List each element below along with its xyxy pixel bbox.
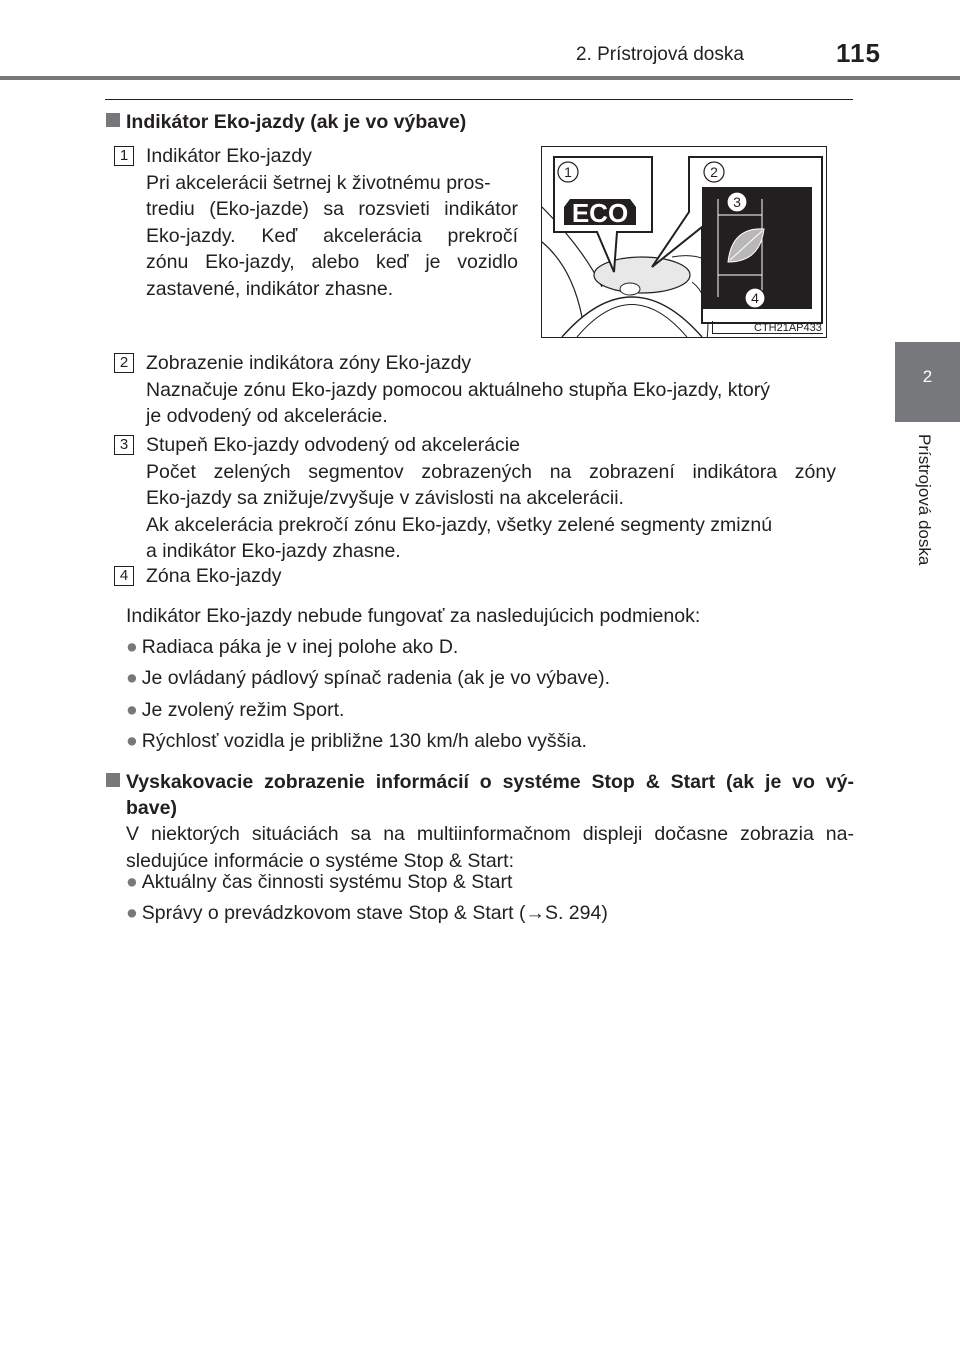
heading-square-icon xyxy=(106,773,120,787)
item-number-1: 1 xyxy=(114,146,134,166)
stop-start-item xyxy=(126,900,608,926)
condition-item xyxy=(126,665,610,691)
stop-start-text: Správy o prevádzkovom stave Stop & Start (→S. 294) xyxy=(141,902,608,924)
section-rule xyxy=(105,99,853,100)
eco-badge-text: ECO xyxy=(571,198,629,228)
section-2-heading-text: Vyskakovacie zobrazenie informácií o systéme Stop & Start (ak je vo vý- xyxy=(126,771,854,793)
item-3-line: a indikátor Eko-jazdy zhasne. xyxy=(146,540,401,562)
item-number-2: 2 xyxy=(114,353,134,373)
page-number: 115 xyxy=(836,38,881,68)
figure-illustration xyxy=(542,147,827,338)
item-1-line: trediu (Eko-jazde) sa rozsvieti indikátor xyxy=(146,198,518,220)
callout-number-4: 4 xyxy=(751,290,759,306)
stop-start-text: Aktuálny čas činnosti systému Stop & Start xyxy=(141,871,513,893)
item-2-line: je odvodený od akcelerácie. xyxy=(146,405,388,427)
item-1-line: Eko-jazdy. Keď akcelerácia prekročí xyxy=(146,224,518,247)
bullet-icon: ● xyxy=(126,699,138,721)
bullet-icon: ● xyxy=(126,636,138,658)
condition-item xyxy=(126,634,458,660)
item-3-line: Počet zelených segmentov zobrazených na zobrazení indikátora zóny xyxy=(146,460,836,483)
stop-start-item xyxy=(126,869,512,895)
conditions-intro: Indikátor Eko-jazdy nebude fungovať za nasledujúcich podmienok: xyxy=(126,605,701,627)
section-heading-eco xyxy=(106,109,466,135)
bullet-icon: ● xyxy=(126,730,138,752)
side-tab-label: Prístrojová doska xyxy=(915,434,934,566)
item-2-title: Zobrazenie indikátora zóny Eko-jazdy xyxy=(146,352,472,374)
section-heading-stop-start xyxy=(106,769,854,821)
bullet-icon: ● xyxy=(126,667,138,689)
item-2-text xyxy=(146,350,836,430)
callout-number-3: 3 xyxy=(733,194,741,210)
section-2-para-line: V niektorých situáciách sa na multiinformačnom displeji dočasne zobrazia na- xyxy=(126,823,854,845)
figure-code: CTH21AP433 xyxy=(754,322,822,334)
condition-item xyxy=(126,697,344,723)
item-1-line: zastavené, indikátor zhasne. xyxy=(146,277,394,300)
item-3-text xyxy=(146,432,836,565)
section-2-para-line: sledujúce informácie o systéme Stop & Start: xyxy=(126,849,515,872)
item-1-text xyxy=(146,143,518,302)
item-4-text xyxy=(146,563,836,590)
section-2-paragraph xyxy=(126,821,854,874)
condition-text: Je zvolený režim Sport. xyxy=(141,699,345,721)
heading-square-icon xyxy=(106,113,120,127)
condition-text: Je ovládaný pádlový spínač radenia (ak je vo výbave). xyxy=(141,667,611,689)
section-heading-text: Indikátor Eko-jazdy (ak je vo výbave) xyxy=(126,111,467,133)
callout-number-2: 2 xyxy=(710,164,718,180)
section-2-heading-line: bave) xyxy=(126,797,177,819)
bullet-icon: ● xyxy=(126,871,138,893)
item-1-line: zónu Eko-jazdy, alebo keď je vozidlo xyxy=(146,251,518,273)
item-3-line: Eko-jazdy sa znižuje/zvyšuje v závislosti na akcelerácii. xyxy=(146,487,624,509)
condition-text: Rýchlosť vozidla je približne 130 km/h alebo vyššia. xyxy=(141,730,587,752)
item-1-line: Pri akcelerácii šetrnej k životnému pros- xyxy=(146,171,491,194)
callout-number-1: 1 xyxy=(564,164,572,180)
section-2-heading-line xyxy=(106,769,854,795)
chapter-title: 2. Prístrojová doska xyxy=(576,44,744,65)
side-tab-number: 2 xyxy=(895,342,960,422)
item-2-line: Naznačuje zónu Eko-jazdy pomocou aktuálneho stupňa Eko-jazdy, ktorý xyxy=(146,378,770,401)
item-4-title: Zóna Eko-jazdy xyxy=(146,565,282,587)
item-1-title: Indikátor Eko-jazdy xyxy=(146,145,312,167)
item-3-line: Ak akcelerácia prekročí zónu Eko-jazdy, všetky zelené segmenty zmiznú xyxy=(146,513,773,536)
item-number-4: 4 xyxy=(114,566,134,586)
condition-item xyxy=(126,728,587,754)
header-bar xyxy=(0,76,960,80)
eco-indicator-figure xyxy=(541,146,827,338)
bullet-icon: ● xyxy=(126,902,138,924)
condition-text: Radiaca páka je v inej polohe ako D. xyxy=(141,636,459,658)
item-number-3: 3 xyxy=(114,435,134,455)
item-3-title: Stupeň Eko-jazdy odvodený od akcelerácie xyxy=(146,434,520,456)
